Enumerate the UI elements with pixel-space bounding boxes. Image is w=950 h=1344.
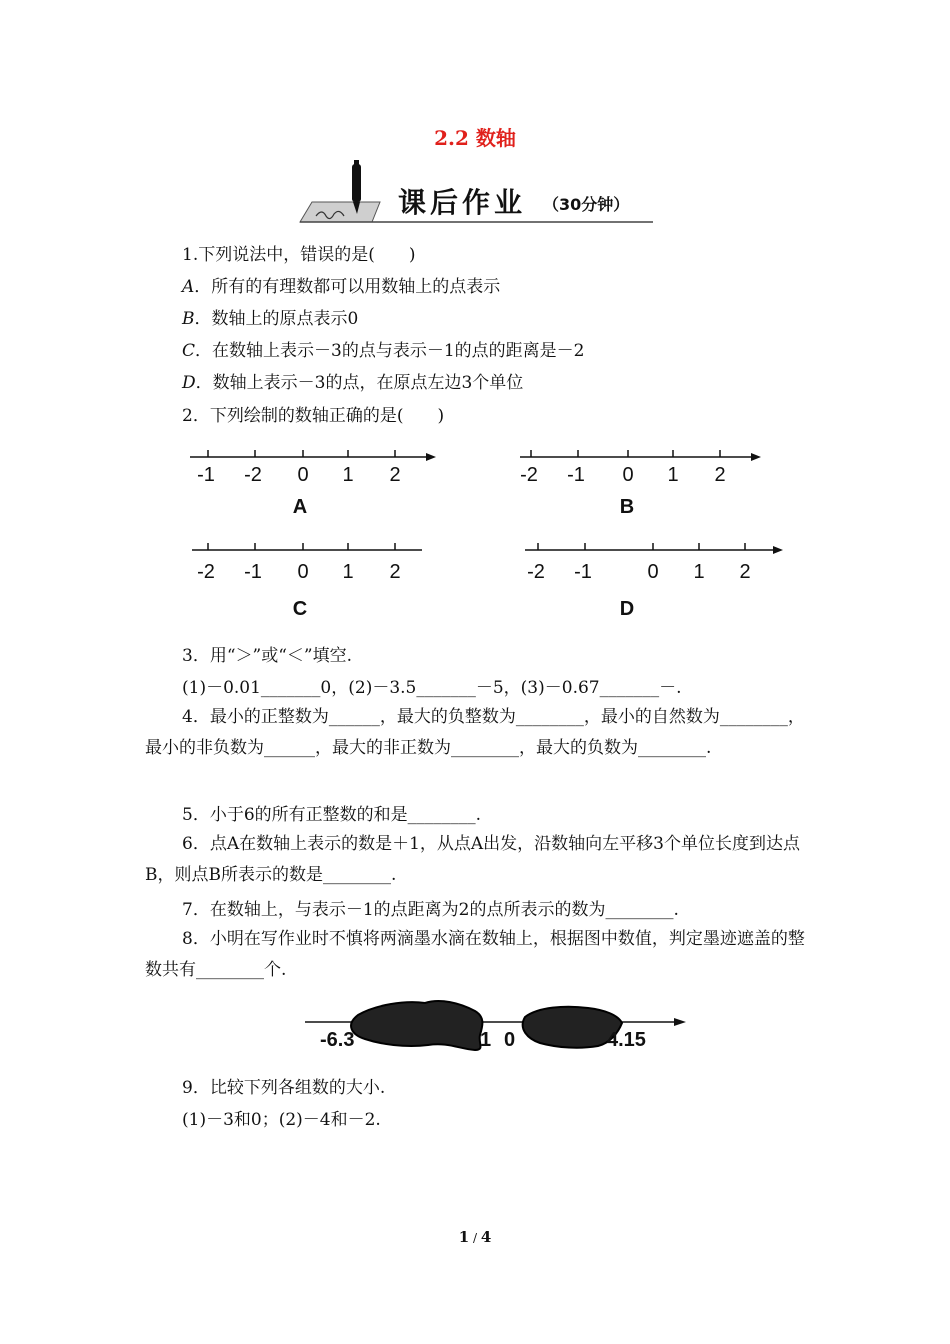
tick-label: -2 [197, 561, 215, 583]
tick-label: -1 [244, 561, 262, 583]
tick-label: 2 [739, 561, 751, 583]
q6-text: 6．点A在数轴上表示的数是＋1，从点A出发，沿数轴向左平移3个单位长度到达点B，则点B所表示的数是________. [145, 834, 800, 885]
number-line-b [515, 442, 775, 522]
number-line-d [515, 538, 795, 624]
q2-stem: 2．下列绘制的数轴正确的是( ) [182, 406, 445, 426]
tick-label: 1 [667, 464, 679, 486]
page-title: 2.2 数轴 [434, 126, 516, 150]
tick-label: -2 [244, 464, 262, 486]
tick-label: -1 [567, 464, 585, 486]
tick-label: 1 [693, 561, 705, 583]
page-number: 1 / 4 [458, 1228, 492, 1246]
q1-option-c: C．在数轴上表示－3的点与表示－1的点的距离是－2 [182, 341, 585, 361]
tick-label: 0 [297, 464, 309, 486]
tick-label: 0 [622, 464, 634, 486]
q3-body: (1)－0.01_______0，(2)－3.5_______－5，(3)－0.67_______－. [182, 678, 682, 698]
q7-text: 7．在数轴上，与表示－1的点距离为2的点所表示的数为________. [182, 900, 679, 920]
tick-label: 0 [297, 561, 309, 583]
ink-blot-left [351, 1001, 482, 1050]
tick-label: 1 [342, 464, 354, 486]
q1-stem: 1.下列说法中，错误的是( ) [182, 245, 416, 265]
q1-option-a: A．所有的有理数都可以用数轴上的点表示 [182, 277, 501, 297]
q1-option-b: B．数轴上的原点表示0 [182, 309, 359, 329]
homework-banner [298, 158, 658, 228]
q3-stem: 3．用“＞”或“＜”填空. [182, 646, 352, 666]
tick-label: -1 [197, 464, 215, 486]
tick-label: 2 [389, 561, 401, 583]
number-line-c [190, 538, 450, 624]
banner-duration: （30分钟） [543, 195, 630, 214]
number-line-a [190, 442, 450, 522]
axis-name: D [619, 598, 635, 620]
tick-label: 0 [647, 561, 659, 583]
ink-label: 4.15 [607, 1029, 646, 1051]
tick-label: -2 [520, 464, 538, 486]
ink-number-line [300, 995, 695, 1060]
q4-text: 4．最小的正整数为______，最大的负整数为________，最小的自然数为________，最小的非负数为______，最大的非正数为________，最大的负数为________. [145, 707, 805, 758]
q9-body: (1)－3和0；(2)－4和－2. [182, 1110, 381, 1130]
axis-name: A [292, 496, 308, 518]
q1-option-d: D．数轴上表示－3的点，在原点左边3个单位 [182, 373, 524, 393]
ink-label: 1 [480, 1029, 492, 1051]
q8-text: 8．小明在写作业时不慎将两滴墨水滴在数轴上，根据图中数值，判定墨迹遮盖的整数共有________个. [145, 929, 805, 980]
tick-label: 2 [714, 464, 726, 486]
axis-name: C [292, 598, 308, 620]
tick-label: -2 [527, 561, 545, 583]
q9-stem: 9．比较下列各组数的大小. [182, 1078, 386, 1098]
q5-text: 5．小于6的所有正整数的和是________. [182, 805, 482, 825]
ink-label: -6.3 [320, 1029, 355, 1051]
tick-label: 2 [389, 464, 401, 486]
axis-name: B [619, 496, 635, 518]
tick-label: -1 [574, 561, 592, 583]
banner-label: 课后作业 [398, 186, 527, 219]
ink-label: 0 [504, 1029, 516, 1051]
tick-label: 1 [342, 561, 354, 583]
